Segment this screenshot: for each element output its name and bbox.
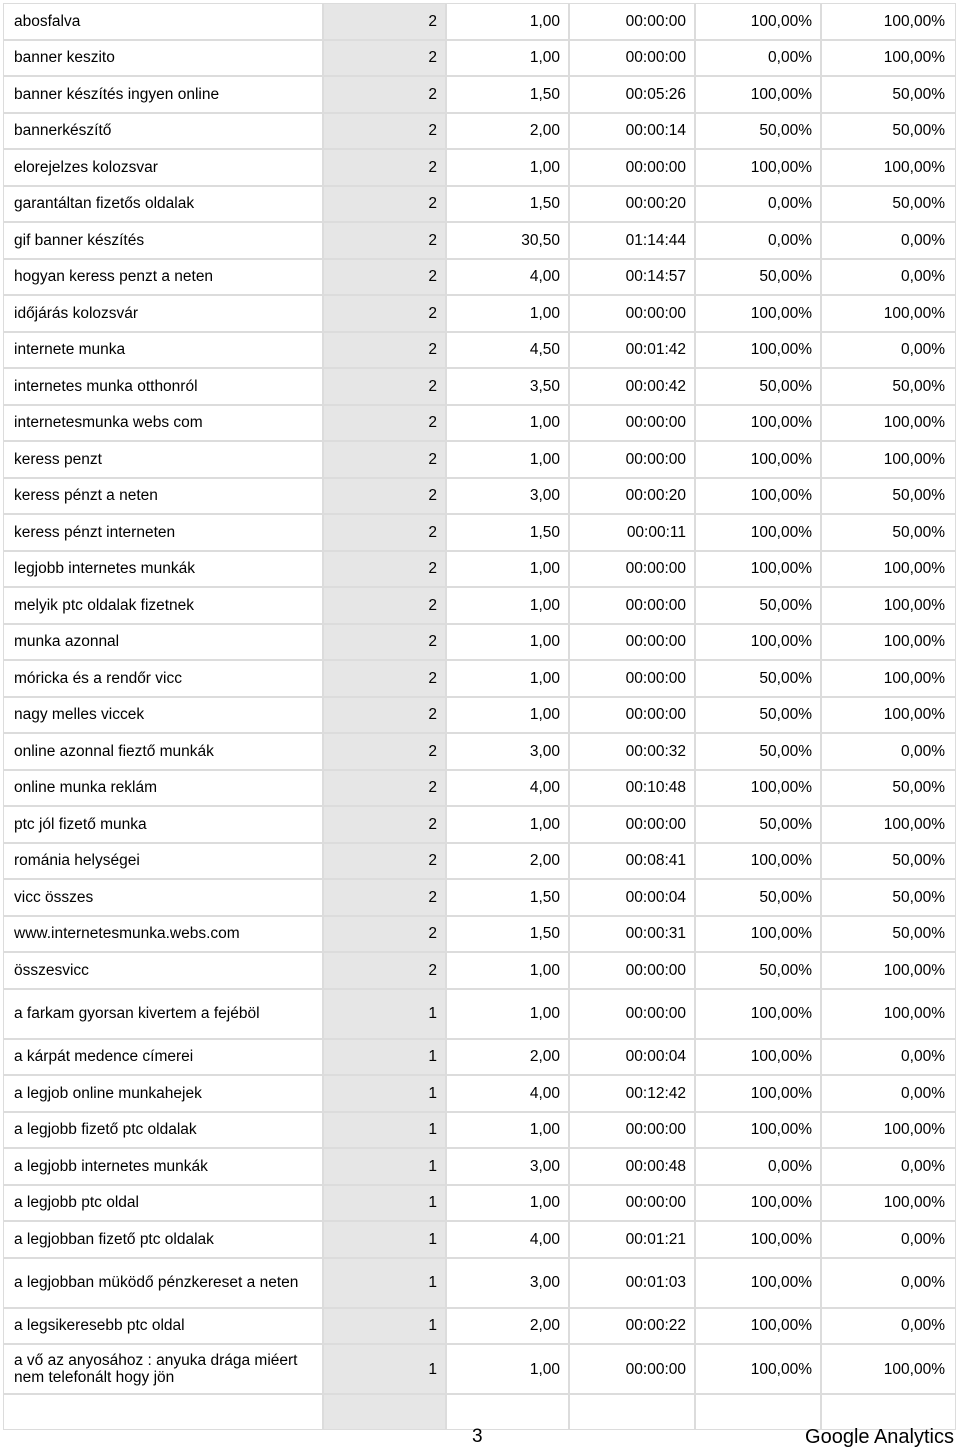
keyword-cell: a farkam gyorsan kivertem a fejéböl [4,990,322,1038]
bounce-rate-cell: 0,00% [822,260,955,295]
visits-cell: 2 [324,260,445,295]
new-visits-cell: 100,00% [696,1040,820,1075]
table-row [4,1076,955,1111]
empty-cell [822,1395,955,1429]
new-visits-cell: 100,00% [696,552,820,587]
bounce-rate-cell: 50,00% [822,771,955,806]
visits-cell: 2 [324,880,445,915]
table-row [4,260,955,295]
keyword-cell: internetes munka otthonról [4,369,322,404]
table-row [4,296,955,331]
visits-cell: 1 [324,1345,445,1393]
visits-cell: 2 [324,953,445,988]
pages-per-visit-cell: 4,00 [447,1076,568,1111]
bounce-rate-cell: 50,00% [822,187,955,222]
avg-time-cell: 00:01:03 [570,1259,694,1307]
new-visits-cell: 100,00% [696,1186,820,1221]
keyword-cell: a legsikeresebb ptc oldal [4,1309,322,1344]
table-row [4,1259,955,1307]
table-row [4,880,955,915]
pages-per-visit-cell: 3,00 [447,1259,568,1307]
keyword-cell: legjobb internetes munkák [4,552,322,587]
pages-per-visit-cell: 3,00 [447,479,568,514]
avg-time-cell: 00:00:00 [570,442,694,477]
new-visits-cell: 100,00% [696,1076,820,1111]
table-row [4,406,955,441]
table-row [4,588,955,623]
pages-per-visit-cell: 2,00 [447,844,568,879]
avg-time-cell: 00:00:00 [570,150,694,185]
new-visits-cell: 0,00% [696,1149,820,1184]
keyword-cell: ptc jól fizető munka [4,807,322,842]
avg-time-cell: 00:00:22 [570,1309,694,1344]
new-visits-cell: 50,00% [696,880,820,915]
empty-cell [696,1395,820,1429]
table-row [4,734,955,769]
table-row [4,479,955,514]
avg-time-cell: 00:01:21 [570,1222,694,1257]
keyword-cell: online azonnal fieztő munkák [4,734,322,769]
visits-cell: 1 [324,1222,445,1257]
new-visits-cell: 100,00% [696,333,820,368]
new-visits-cell: 100,00% [696,442,820,477]
keyword-cell: abosfalva [4,4,322,39]
new-visits-cell: 100,00% [696,515,820,550]
bounce-rate-cell: 50,00% [822,114,955,149]
pages-per-visit-cell: 3,00 [447,1149,568,1184]
visits-cell: 2 [324,150,445,185]
keyword-cell: internete munka [4,333,322,368]
bounce-rate-cell: 100,00% [822,552,955,587]
table-row [4,1345,955,1393]
new-visits-cell: 50,00% [696,588,820,623]
visits-cell: 2 [324,223,445,258]
new-visits-cell: 50,00% [696,807,820,842]
table-row [4,1309,955,1344]
new-visits-cell: 100,00% [696,150,820,185]
pages-per-visit-cell: 1,00 [447,698,568,733]
pages-per-visit-cell: 30,50 [447,223,568,258]
bounce-rate-cell: 100,00% [822,588,955,623]
new-visits-cell: 0,00% [696,223,820,258]
new-visits-cell: 50,00% [696,698,820,733]
keyword-table-body [4,4,955,1429]
avg-time-cell: 00:00:14 [570,114,694,149]
pages-per-visit-cell: 1,00 [447,1345,568,1393]
visits-cell: 2 [324,333,445,368]
pages-per-visit-cell: 2,00 [447,114,568,149]
keyword-cell: melyik ptc oldalak fizetnek [4,588,322,623]
avg-time-cell: 00:00:31 [570,917,694,952]
new-visits-cell: 0,00% [696,187,820,222]
new-visits-cell: 50,00% [696,260,820,295]
visits-cell: 2 [324,114,445,149]
visits-cell: 2 [324,698,445,733]
avg-time-cell: 00:00:00 [570,1345,694,1393]
new-visits-cell: 100,00% [696,4,820,39]
table-row [4,4,955,39]
bounce-rate-cell: 100,00% [822,661,955,696]
bounce-rate-cell: 0,00% [822,1259,955,1307]
footer-brand: Google Analytics [805,1426,954,1448]
avg-time-cell: 00:14:57 [570,260,694,295]
visits-cell: 2 [324,771,445,806]
avg-time-cell: 00:00:00 [570,4,694,39]
keyword-cell: internetesmunka webs com [4,406,322,441]
new-visits-cell: 0,00% [696,41,820,76]
keyword-cell: online munka reklám [4,771,322,806]
bounce-rate-cell: 50,00% [822,844,955,879]
new-visits-cell: 100,00% [696,917,820,952]
keyword-cell: nagy melles viccek [4,698,322,733]
pages-per-visit-cell: 1,00 [447,990,568,1038]
bounce-rate-cell: 100,00% [822,625,955,660]
visits-cell: 2 [324,41,445,76]
visits-cell: 2 [324,406,445,441]
visits-cell: 2 [324,661,445,696]
new-visits-cell: 100,00% [696,1222,820,1257]
table-row [4,187,955,222]
table-row [4,917,955,952]
visits-cell: 2 [324,77,445,112]
visits-cell: 1 [324,1113,445,1148]
visits-cell: 2 [324,625,445,660]
bounce-rate-cell: 100,00% [822,1186,955,1221]
visits-cell: 1 [324,1076,445,1111]
keyword-cell: hogyan keress penzt a neten [4,260,322,295]
pages-per-visit-cell: 3,00 [447,734,568,769]
pages-per-visit-cell: 2,00 [447,1040,568,1075]
empty-cell [570,1395,694,1429]
keyword-cell: móricka és a rendőr vicc [4,661,322,696]
bounce-rate-cell: 50,00% [822,880,955,915]
keyword-cell: a legjobban müködő pénzkereset a neten [4,1259,322,1307]
table-row [4,698,955,733]
keyword-cell: összesvicc [4,953,322,988]
bounce-rate-cell: 100,00% [822,953,955,988]
keyword-cell: a legjobban fizető ptc oldalak [4,1222,322,1257]
pages-per-visit-cell: 1,00 [447,807,568,842]
pages-per-visit-cell: 1,00 [447,150,568,185]
bounce-rate-cell: 0,00% [822,1222,955,1257]
bounce-rate-cell: 100,00% [822,150,955,185]
avg-time-cell: 00:08:41 [570,844,694,879]
bounce-rate-cell: 50,00% [822,369,955,404]
bounce-rate-cell: 100,00% [822,41,955,76]
keyword-cell: a legjob online munkahejek [4,1076,322,1111]
empty-cell [324,1395,445,1429]
visits-cell: 1 [324,990,445,1038]
table-row [4,1222,955,1257]
visits-cell: 1 [324,1040,445,1075]
avg-time-cell: 00:00:00 [570,807,694,842]
keyword-cell: bannerkészítő [4,114,322,149]
new-visits-cell: 100,00% [696,1345,820,1393]
avg-time-cell: 00:10:48 [570,771,694,806]
keyword-cell: garantáltan fizetős oldalak [4,187,322,222]
new-visits-cell: 50,00% [696,953,820,988]
keyword-cell: románia helységei [4,844,322,879]
keyword-cell: a legjobb fizető ptc oldalak [4,1113,322,1148]
avg-time-cell: 00:00:11 [570,515,694,550]
pages-per-visit-cell: 1,50 [447,515,568,550]
new-visits-cell: 100,00% [696,77,820,112]
avg-time-cell: 00:00:00 [570,625,694,660]
avg-time-cell: 00:00:00 [570,588,694,623]
avg-time-cell: 00:00:32 [570,734,694,769]
pages-per-visit-cell: 4,00 [447,260,568,295]
table-row [4,515,955,550]
keyword-cell: a legjobb ptc oldal [4,1186,322,1221]
bounce-rate-cell: 100,00% [822,406,955,441]
avg-time-cell: 00:00:00 [570,1113,694,1148]
pages-per-visit-cell: 4,50 [447,333,568,368]
avg-time-cell: 00:01:42 [570,333,694,368]
bounce-rate-cell: 50,00% [822,479,955,514]
bounce-rate-cell: 50,00% [822,917,955,952]
bounce-rate-cell: 100,00% [822,807,955,842]
keyword-cell: munka azonnal [4,625,322,660]
pages-per-visit-cell: 1,00 [447,1113,568,1148]
keyword-cell: időjárás kolozsvár [4,296,322,331]
avg-time-cell: 00:00:00 [570,41,694,76]
avg-time-cell: 00:00:00 [570,990,694,1038]
keyword-cell: a vő az anyosához : anyuka drága miéert nem telefonált hogy jön [4,1345,322,1393]
visits-cell: 1 [324,1259,445,1307]
avg-time-cell: 00:05:26 [570,77,694,112]
table-row [4,223,955,258]
table-row [4,990,955,1038]
new-visits-cell: 50,00% [696,734,820,769]
bounce-rate-cell: 100,00% [822,1113,955,1148]
visits-cell: 1 [324,1309,445,1344]
bounce-rate-cell: 100,00% [822,990,955,1038]
table-row [4,771,955,806]
bounce-rate-cell: 100,00% [822,296,955,331]
table-row [4,1113,955,1148]
avg-time-cell: 00:00:00 [570,698,694,733]
visits-cell: 2 [324,588,445,623]
visits-cell: 2 [324,479,445,514]
avg-time-cell: 00:00:42 [570,369,694,404]
pages-per-visit-cell: 3,50 [447,369,568,404]
page-number: 3 [472,1426,483,1447]
pages-per-visit-cell: 1,00 [447,588,568,623]
keyword-cell: gif banner készítés [4,223,322,258]
bounce-rate-cell: 0,00% [822,1040,955,1075]
avg-time-cell: 00:00:20 [570,479,694,514]
avg-time-cell: 00:00:00 [570,552,694,587]
table-row [4,41,955,76]
avg-time-cell: 00:00:04 [570,880,694,915]
table-row [4,1186,955,1221]
bounce-rate-cell: 50,00% [822,515,955,550]
keyword-table [2,2,957,1431]
new-visits-cell: 100,00% [696,990,820,1038]
empty-cell [4,1395,322,1429]
pages-per-visit-cell: 1,50 [447,77,568,112]
bounce-rate-cell: 0,00% [822,1149,955,1184]
table-row [4,1149,955,1184]
visits-cell: 2 [324,844,445,879]
pages-per-visit-cell: 1,00 [447,406,568,441]
table-row [4,369,955,404]
visits-cell: 2 [324,187,445,222]
avg-time-cell: 00:00:04 [570,1040,694,1075]
visits-cell: 2 [324,296,445,331]
table-row [4,807,955,842]
new-visits-cell: 100,00% [696,479,820,514]
table-row [4,150,955,185]
keyword-cell: keress penzt [4,442,322,477]
table-row [4,114,955,149]
bounce-rate-cell: 100,00% [822,4,955,39]
new-visits-cell: 100,00% [696,771,820,806]
pages-per-visit-cell: 4,00 [447,771,568,806]
pages-per-visit-cell: 1,00 [447,4,568,39]
pages-per-visit-cell: 1,50 [447,917,568,952]
new-visits-cell: 50,00% [696,369,820,404]
visits-cell: 2 [324,552,445,587]
visits-cell: 1 [324,1186,445,1221]
new-visits-cell: 100,00% [696,406,820,441]
visits-cell: 2 [324,807,445,842]
new-visits-cell: 50,00% [696,661,820,696]
new-visits-cell: 100,00% [696,1259,820,1307]
new-visits-cell: 100,00% [696,296,820,331]
empty-cell [447,1395,568,1429]
pages-per-visit-cell: 4,00 [447,1222,568,1257]
visits-cell: 2 [324,917,445,952]
pages-per-visit-cell: 1,00 [447,1186,568,1221]
keyword-cell: banner keszito [4,41,322,76]
avg-time-cell: 00:00:00 [570,296,694,331]
new-visits-cell: 100,00% [696,1309,820,1344]
bounce-rate-cell: 50,00% [822,77,955,112]
bounce-rate-cell: 0,00% [822,333,955,368]
pages-per-visit-cell: 1,00 [447,442,568,477]
keyword-cell: www.internetesmunka.webs.com [4,917,322,952]
table-row [4,1040,955,1075]
table-row [4,333,955,368]
visits-cell: 2 [324,4,445,39]
avg-time-cell: 00:00:00 [570,953,694,988]
pages-per-visit-cell: 1,00 [447,661,568,696]
table-row [4,442,955,477]
bounce-rate-cell: 0,00% [822,1309,955,1344]
bounce-rate-cell: 100,00% [822,1345,955,1393]
empty-row [4,1395,955,1429]
bounce-rate-cell: 0,00% [822,223,955,258]
table-row [4,953,955,988]
visits-cell: 2 [324,369,445,404]
visits-cell: 2 [324,734,445,769]
visits-cell: 2 [324,442,445,477]
pages-per-visit-cell: 1,00 [447,296,568,331]
visits-cell: 1 [324,1149,445,1184]
keyword-cell: banner készítés ingyen online [4,77,322,112]
visits-cell: 2 [324,515,445,550]
table-row [4,552,955,587]
keyword-cell: a kárpát medence címerei [4,1040,322,1075]
pages-per-visit-cell: 2,00 [447,1309,568,1344]
avg-time-cell: 01:14:44 [570,223,694,258]
new-visits-cell: 100,00% [696,625,820,660]
pages-per-visit-cell: 1,00 [447,953,568,988]
keyword-cell: vicc összes [4,880,322,915]
bounce-rate-cell: 0,00% [822,734,955,769]
avg-time-cell: 00:00:00 [570,661,694,696]
table-row [4,661,955,696]
avg-time-cell: 00:00:00 [570,1186,694,1221]
pages-per-visit-cell: 1,00 [447,552,568,587]
bounce-rate-cell: 100,00% [822,442,955,477]
table-row [4,77,955,112]
table-row [4,844,955,879]
bounce-rate-cell: 100,00% [822,698,955,733]
avg-time-cell: 00:00:48 [570,1149,694,1184]
pages-per-visit-cell: 1,00 [447,41,568,76]
keyword-cell: elorejelzes kolozsvar [4,150,322,185]
pages-per-visit-cell: 1,00 [447,625,568,660]
keyword-cell: keress pénzt a neten [4,479,322,514]
new-visits-cell: 50,00% [696,114,820,149]
keyword-cell: a legjobb internetes munkák [4,1149,322,1184]
new-visits-cell: 100,00% [696,1113,820,1148]
pages-per-visit-cell: 1,50 [447,187,568,222]
keyword-cell: keress pénzt interneten [4,515,322,550]
avg-time-cell: 00:00:20 [570,187,694,222]
avg-time-cell: 00:00:00 [570,406,694,441]
bounce-rate-cell: 0,00% [822,1076,955,1111]
table-row [4,625,955,660]
avg-time-cell: 00:12:42 [570,1076,694,1111]
new-visits-cell: 100,00% [696,844,820,879]
pages-per-visit-cell: 1,50 [447,880,568,915]
